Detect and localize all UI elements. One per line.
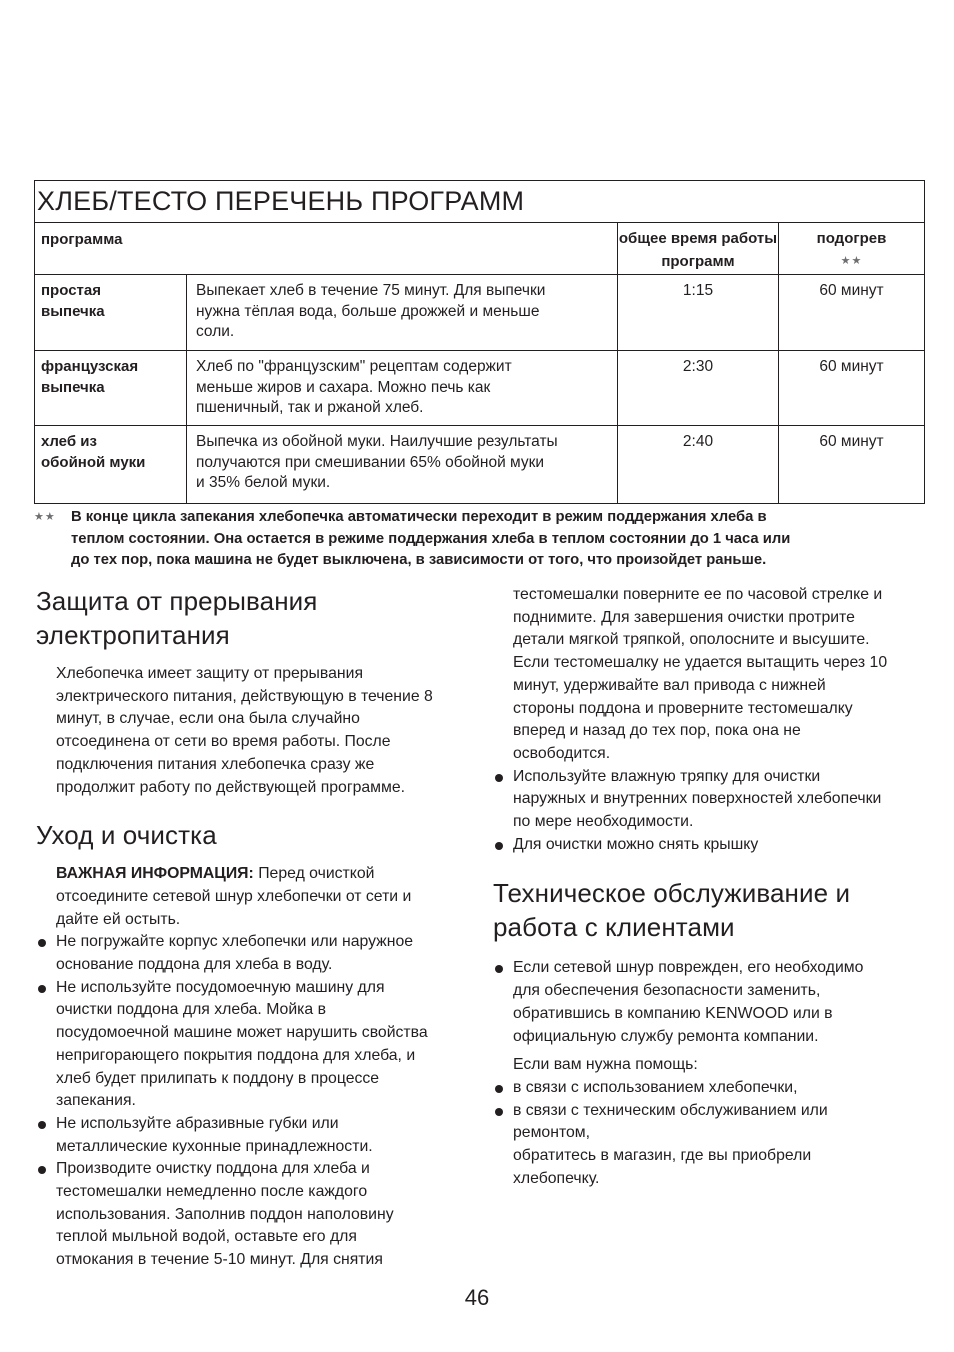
text-line: наружных и внутренних поверхностей хлебопечки	[513, 790, 882, 808]
program-time: 2:40	[617, 426, 778, 503]
program-name-line: простая	[41, 282, 101, 299]
table-row	[35, 275, 924, 351]
list-item	[36, 931, 476, 976]
care-bullet-list-continued	[493, 766, 933, 857]
footnote-line: теплом состоянии. Она остается в режиме поддержания хлеба в теплом состоянии до 1 часа или	[71, 530, 791, 547]
text-line: для обеспечения безопасности заменить,	[513, 982, 821, 1000]
text-line: Используйте влажную тряпку для очистки	[513, 767, 821, 785]
text-line: отмокания в течение 5-10 минут. Для снятия	[56, 1251, 383, 1269]
stars-icon: ★★	[840, 255, 863, 267]
text-line: обратившись в компанию KENWOOD или в	[513, 1004, 833, 1022]
text-line: теплой мыльной водой, оставьте его для	[56, 1228, 357, 1246]
header-total-time	[617, 223, 778, 274]
text-line: отсоедините сетевой шнур хлебопечки от сети и	[56, 887, 412, 905]
program-name-line: выпечка	[41, 302, 105, 320]
program-keep-warm: 60 минут	[778, 351, 924, 425]
list-item	[36, 1113, 476, 1158]
text-line: отсоединена от сети во время работы. После	[56, 733, 391, 751]
list-item	[493, 957, 933, 1048]
service-bullet-list	[493, 957, 933, 1048]
text-line: посудомоечной машине может нарушить свойства	[56, 1024, 428, 1042]
description-line: пшеничный, так и ржаной хлеб.	[196, 399, 424, 416]
text-line: непригорающего покрытия поддона для хлеба, и	[56, 1046, 416, 1064]
text-line: Если тестомешалку не удается вытащить через 10	[513, 654, 888, 672]
text-line: минут, удерживайте вал привода с нижней	[513, 676, 826, 694]
power-protection-heading	[36, 584, 476, 652]
header-total-time-line2: программ	[661, 253, 735, 270]
program-description	[186, 351, 617, 425]
list-item	[493, 1077, 933, 1100]
text-line: в связи с использованием хлебопечки,	[513, 1078, 798, 1096]
description-line: Выпекает хлеб в течение 75 минут. Для выпечки	[196, 282, 546, 299]
program-description	[186, 426, 617, 503]
text-line: ремонтом,	[513, 1124, 591, 1142]
stars-icon: ★★	[34, 511, 56, 523]
help-intro: Если вам нужна помощь:	[513, 1056, 698, 1074]
text-line: хлебопечку.	[513, 1169, 600, 1187]
program-name-line: французская	[41, 358, 139, 375]
description-line: получаются при смешивании 65% обойной муки	[196, 453, 545, 471]
text-line: использования. Заполнив поддон наполовину	[56, 1205, 394, 1223]
table-header-row	[35, 223, 924, 275]
text-line: Если сетевой шнур поврежден, его необходимо	[513, 959, 864, 977]
page-number: 46	[464, 1285, 490, 1310]
list-item	[36, 1158, 476, 1272]
text-line: хлеб будет прилипать к поддону в процессе	[56, 1069, 380, 1087]
text-line: Не погружайте корпус хлебопечки или наружное	[56, 933, 414, 951]
important-note	[36, 863, 476, 931]
text-line: Для очистки можно снять крышку	[513, 835, 759, 853]
left-column	[36, 584, 476, 1272]
heading-line: Защита от прерывания	[36, 586, 318, 616]
list-item	[36, 977, 476, 1113]
text-line: поднимите. Для завершения очистки протрите	[513, 608, 855, 626]
program-name-line: выпечка	[41, 378, 105, 396]
heading-line: Техническое обслуживание и	[493, 878, 851, 909]
cleaning-continuation	[493, 584, 933, 766]
program-table	[34, 180, 925, 504]
text-line: металлические кухонные принадлежности.	[56, 1137, 373, 1155]
text-line: основание поддона для хлеба в воду.	[56, 956, 333, 974]
program-name-line: обойной муки	[41, 453, 146, 471]
text-line: запекания.	[56, 1092, 136, 1110]
description-line: соли.	[196, 323, 235, 340]
description-line: нужна тёплая вода, больше дрожжей и меньше	[196, 302, 540, 320]
help-closing	[493, 1145, 933, 1190]
description-line: меньше жиров и сахара. Можно печь как	[196, 378, 491, 396]
description-line: Хлеб по "французским" рецептам содержит	[196, 358, 512, 375]
power-protection-text	[36, 663, 476, 799]
footnote-line: В конце цикла запекания хлебопечка автоматически переходит в режим поддержания хлеба в	[71, 509, 767, 525]
program-name	[35, 275, 186, 350]
text-line: в связи с техническим обслуживанием или	[513, 1101, 828, 1119]
table-row	[35, 426, 924, 503]
header-total-time-line1: общее время работы	[618, 230, 778, 247]
list-item	[493, 1100, 933, 1145]
program-name-line: хлеб из	[41, 433, 97, 450]
list-item	[493, 766, 933, 834]
help-bullet-list	[493, 1077, 933, 1145]
table-row	[35, 351, 924, 426]
text-line: дайте ей остыть.	[56, 910, 181, 928]
heading-line: работа с клиентами	[493, 912, 735, 943]
list-item	[493, 834, 933, 857]
text-line: вперед и назад до тех пор, пока она не	[513, 722, 801, 740]
text-line: Производите очистку поддона для хлеба и	[56, 1160, 370, 1178]
program-name	[35, 351, 186, 425]
description-line: и 35% белой муки.	[196, 474, 331, 491]
text-line: тестомешалки немедленно после каждого	[56, 1183, 368, 1201]
service-heading	[493, 876, 933, 944]
footnote-line: до тех пор, пока машина не будет выключена, в зависимости от того, что произойдет раньше.	[71, 552, 767, 568]
program-keep-warm: 60 минут	[778, 275, 924, 350]
text-line: Перед очисткой	[253, 865, 375, 883]
text-line: электрического питания, действующую в течение 8	[56, 687, 433, 705]
text-line: тестомешалки поверните ее по часовой стрелке и	[513, 586, 883, 603]
header-keep-warm-label: подогрев	[816, 230, 887, 247]
text-line: Хлебопечка имеет защиту от прерывания	[56, 665, 364, 682]
care-cleaning-heading: Уход и очистка	[36, 820, 217, 851]
program-time: 2:30	[617, 351, 778, 425]
program-time: 1:15	[617, 275, 778, 350]
text-line: Не используйте абразивные губки или	[56, 1114, 339, 1132]
text-line: детали мягкой тряпкой, ополосните и высушите.	[513, 631, 870, 649]
right-column	[493, 584, 933, 1190]
care-bullet-list	[36, 931, 476, 1272]
description-line: Выпечка из обойной муки. Наилучшие результаты	[196, 433, 558, 450]
text-line: Не используйте посудомоечную машину для	[56, 978, 385, 996]
heading-line: электропитания	[36, 620, 230, 650]
keep-warm-footnote	[34, 507, 924, 572]
text-line: по мере необходимости.	[513, 813, 694, 831]
important-label: ВАЖНАЯ ИНФОРМАЦИЯ:	[56, 865, 254, 883]
text-line: минут, в случае, если она была случайно	[56, 710, 360, 728]
text-line: обратитесь в магазин, где вы приобрели	[513, 1147, 812, 1165]
text-line: продолжит работу по действующей программе.	[56, 778, 406, 796]
header-keep-warm	[778, 223, 924, 274]
program-name	[35, 426, 186, 503]
text-line: подключения питания хлебопечка сразу же	[56, 755, 375, 773]
header-program: программа	[41, 231, 123, 248]
table-title: ХЛЕБ/ТЕСТО ПЕРЕЧЕНЬ ПРОГРАММ	[35, 181, 924, 223]
program-description	[186, 275, 617, 350]
text-line: очистки поддона для хлеба. Мойка в	[56, 1001, 326, 1019]
text-line: освободится.	[513, 744, 611, 762]
program-keep-warm: 60 минут	[778, 426, 924, 503]
text-line: официальную службу ремонта компании.	[513, 1027, 819, 1045]
text-line: стороны поддона и проверните тестомешалку	[513, 699, 853, 717]
